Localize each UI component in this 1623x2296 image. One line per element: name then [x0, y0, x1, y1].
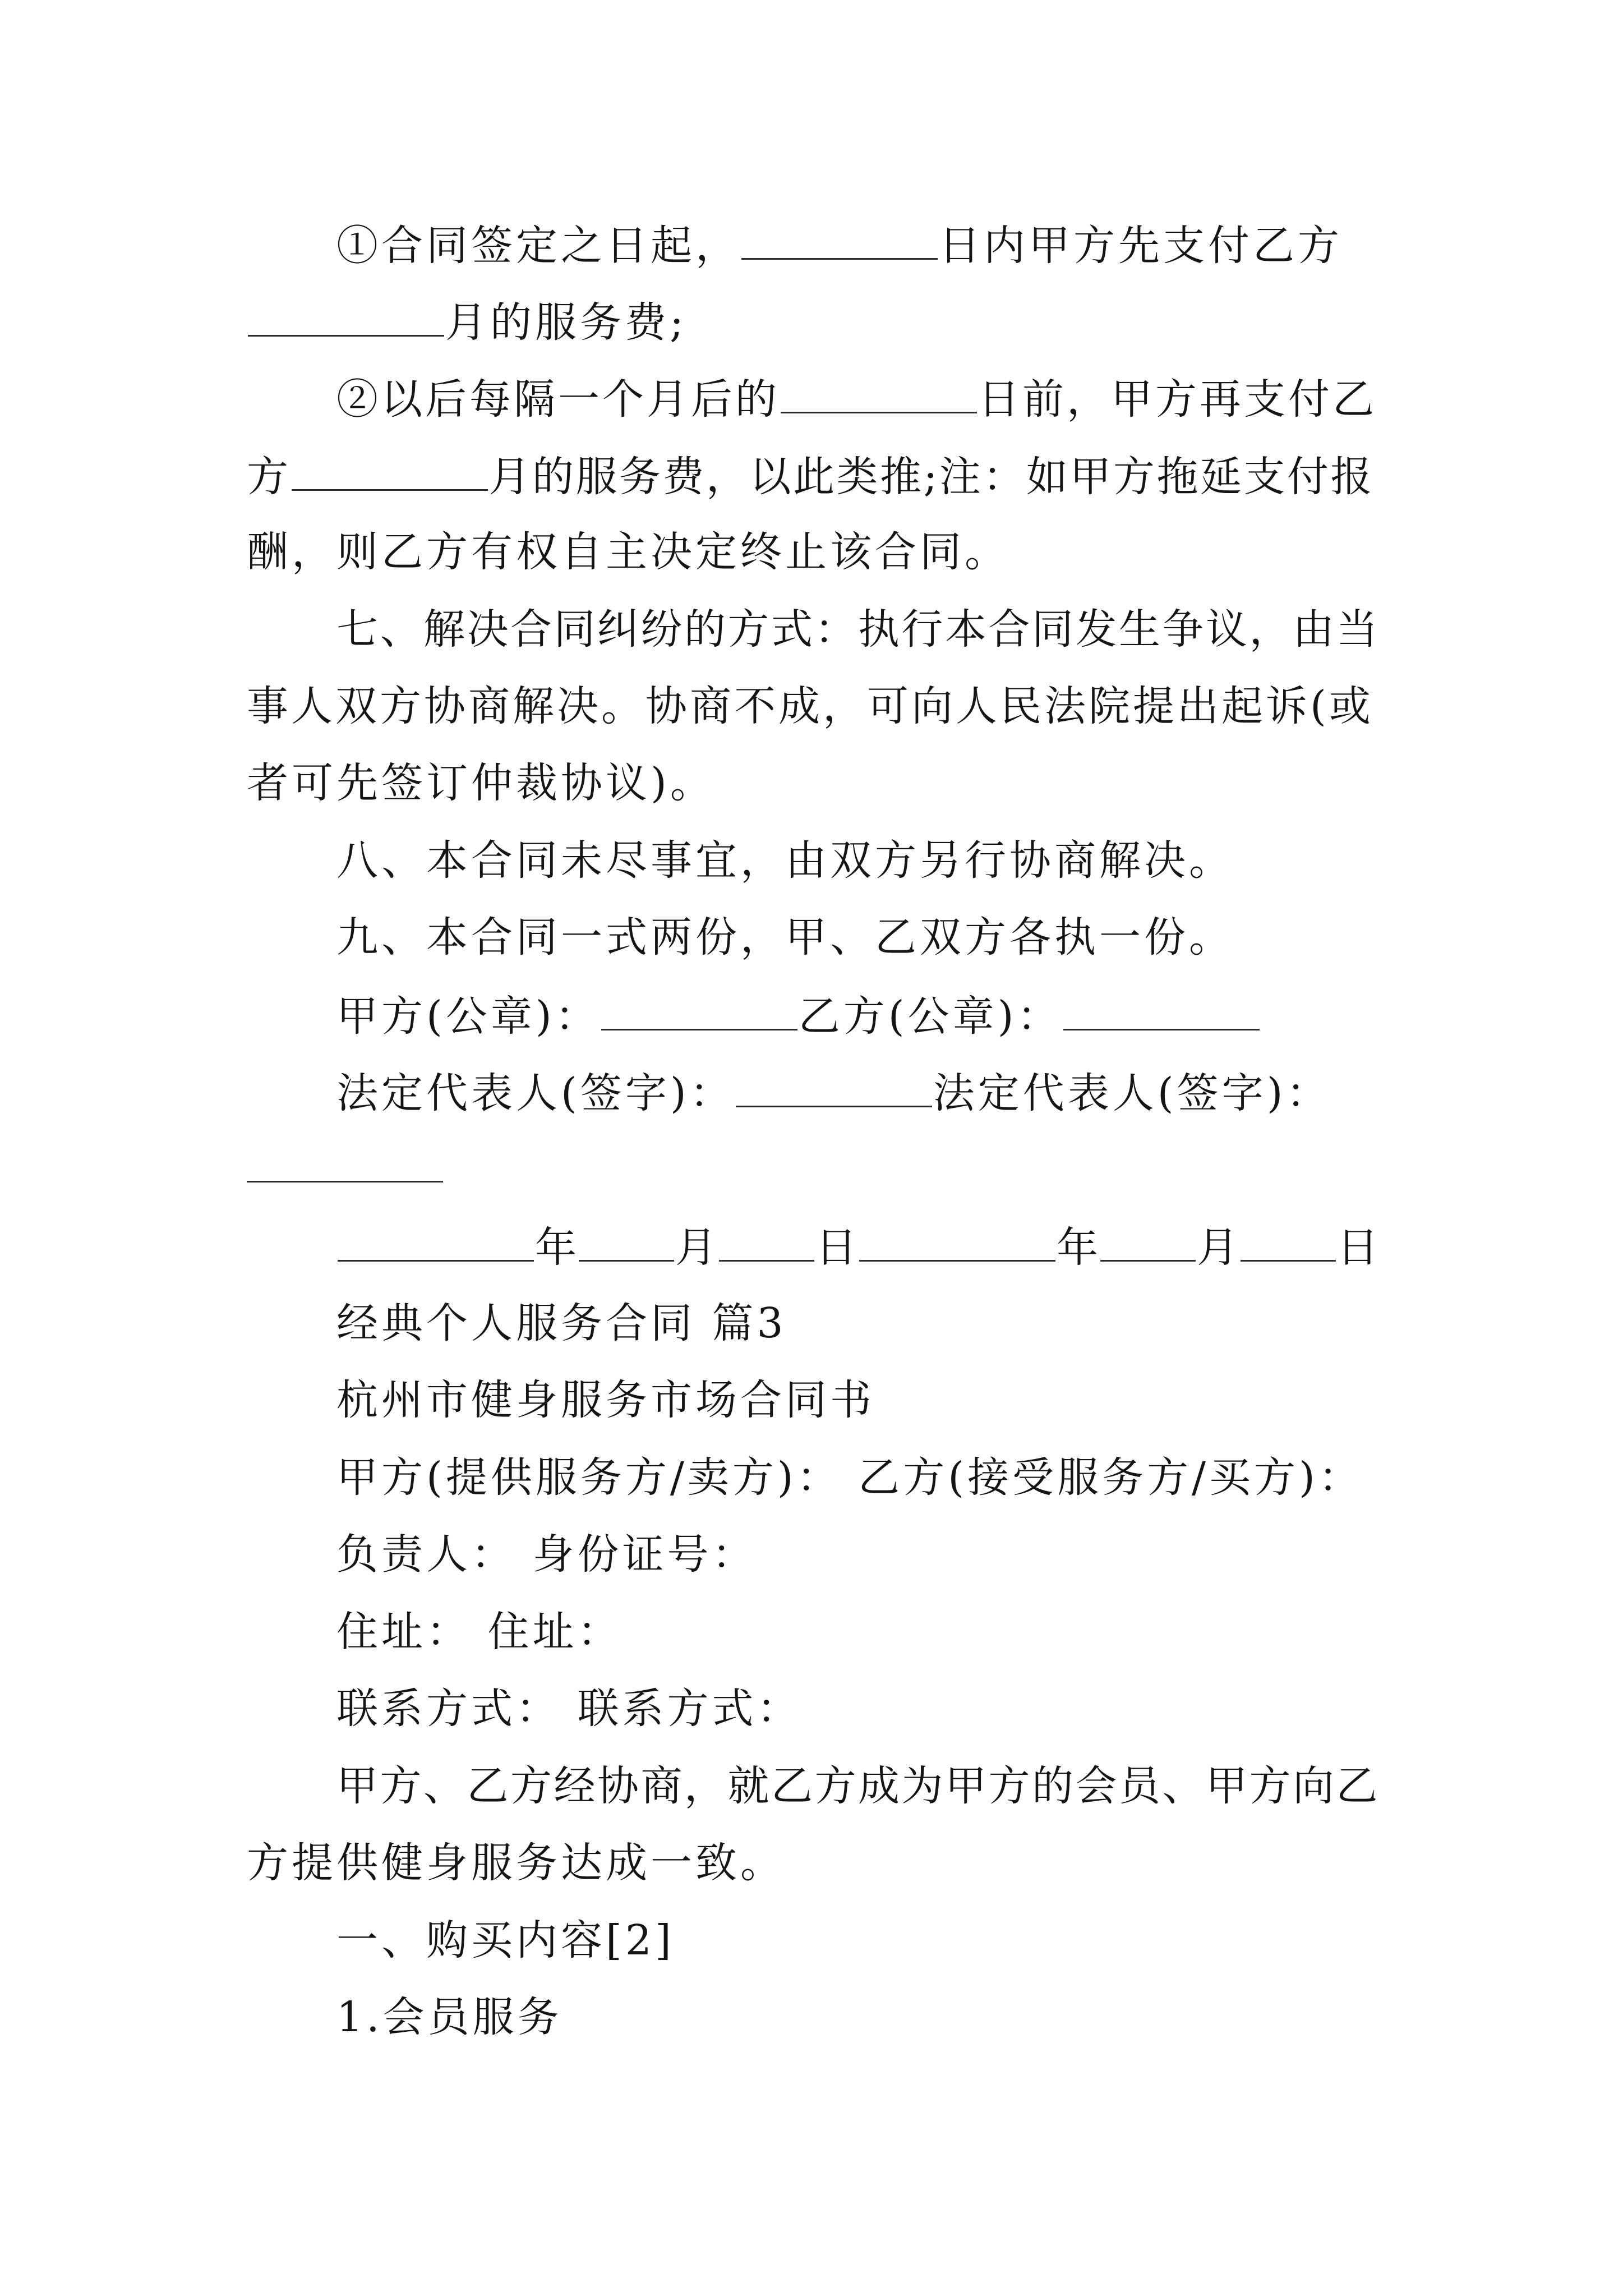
text-segment: 八、本合同未尽事宜，由双方另行协商解决。 — [336, 836, 1234, 885]
text-segment: 者可先签订仲裁协议)。 — [247, 759, 715, 807]
fill-in-blank — [248, 300, 444, 337]
text-segment: 日 — [815, 1223, 858, 1272]
fill-in-blank — [338, 1225, 534, 1262]
text-segment: 联系方式： 联系方式： — [336, 1685, 802, 1733]
text-segment: 法定代表人(签字)： — [336, 1069, 735, 1117]
fill-in-blank — [741, 223, 938, 260]
clause-line — [336, 223, 1343, 270]
party-line — [336, 1685, 802, 1735]
fill-in-blank — [719, 1225, 814, 1262]
fill-in-blank — [736, 1071, 932, 1107]
text-segment: 方 — [247, 453, 291, 501]
contract-title — [336, 1376, 875, 1427]
text-segment: 住址： 住址： — [336, 1608, 623, 1656]
text-segment: 七、解决合同纠纷的方式：执行本合同发生争议，由当 — [336, 605, 1380, 654]
clause-line — [336, 836, 1234, 887]
subsection-heading — [336, 1993, 562, 2044]
clause-line — [247, 300, 687, 347]
fill-in-blank — [579, 1225, 674, 1262]
text-segment: ①合同签定之日起， — [336, 222, 740, 270]
text-segment: 月 — [675, 1223, 718, 1272]
party-line — [336, 1453, 1363, 1504]
text-segment: 甲方(提供服务方/卖方)： 乙方(接受服务方/买方)： — [336, 1453, 1363, 1502]
clause-line — [336, 1762, 1380, 1812]
clause-line — [336, 913, 1234, 964]
clause-line — [247, 759, 715, 809]
text-segment: 负责人： 身份证号： — [336, 1530, 757, 1579]
clause-line — [336, 377, 1377, 424]
text-segment: 事人双方协商解决。协商不成，可向人民法院提出起诉(或 — [247, 682, 1373, 730]
clause-line — [247, 682, 1373, 733]
text-segment: 法定代表人(签字)： — [933, 1069, 1331, 1117]
text-segment: 年 — [1057, 1223, 1099, 1272]
text-segment: 1.会员服务 — [336, 1993, 562, 2041]
clause-line — [247, 454, 1374, 501]
text-segment: 九、本合同一式两份，甲、乙双方各执一份。 — [336, 913, 1234, 961]
text-segment: 方提供健身服务达成一致。 — [247, 1839, 785, 1887]
fill-in-blank — [601, 994, 797, 1030]
section-heading — [336, 1916, 675, 1967]
text-segment: 一、购买内容[2] — [336, 1916, 675, 1964]
signature-line — [336, 1071, 1331, 1118]
text-segment: 年 — [535, 1223, 578, 1272]
text-segment: 日前，甲方再支付乙 — [978, 375, 1377, 424]
party-line — [336, 1608, 623, 1658]
text-segment: 乙方(公章)： — [798, 992, 1062, 1041]
clause-line — [247, 1839, 785, 1889]
text-segment: 杭州市健身服务市场合同书 — [336, 1376, 875, 1424]
fill-in-blank — [1241, 1225, 1336, 1262]
section-heading — [336, 1299, 787, 1350]
fill-in-blank — [859, 1225, 1055, 1262]
fill-in-blank — [781, 377, 977, 413]
text-segment: ②以后每隔一个月后的 — [336, 375, 780, 424]
text-segment: 月 — [1197, 1223, 1239, 1272]
date-line — [336, 1225, 1380, 1272]
fill-in-blank — [247, 1175, 443, 1182]
clause-line — [247, 528, 1009, 578]
text-segment: 酬，则乙方有权自主决定终止该合同。 — [247, 528, 1009, 576]
text-segment: 日内甲方先支付乙方 — [939, 222, 1343, 270]
text-segment: 甲方(公章)： — [336, 992, 600, 1041]
text-segment: 月的服务费，以此类推;注：如甲方拖延支付报 — [488, 453, 1374, 501]
signature-line — [336, 994, 1261, 1041]
clause-line — [336, 605, 1380, 656]
fill-in-blank — [1063, 994, 1260, 1030]
fill-in-blank — [1100, 1225, 1196, 1262]
text-segment: 日 — [1337, 1223, 1380, 1272]
text-segment: 经典个人服务合同 篇3 — [336, 1299, 787, 1347]
text-segment: 月的服务费; — [445, 298, 687, 347]
fill-in-blank — [292, 454, 488, 491]
text-segment: 甲方、乙方经协商，就乙方成为甲方的会员、甲方向乙 — [336, 1762, 1380, 1810]
party-line — [336, 1530, 757, 1581]
